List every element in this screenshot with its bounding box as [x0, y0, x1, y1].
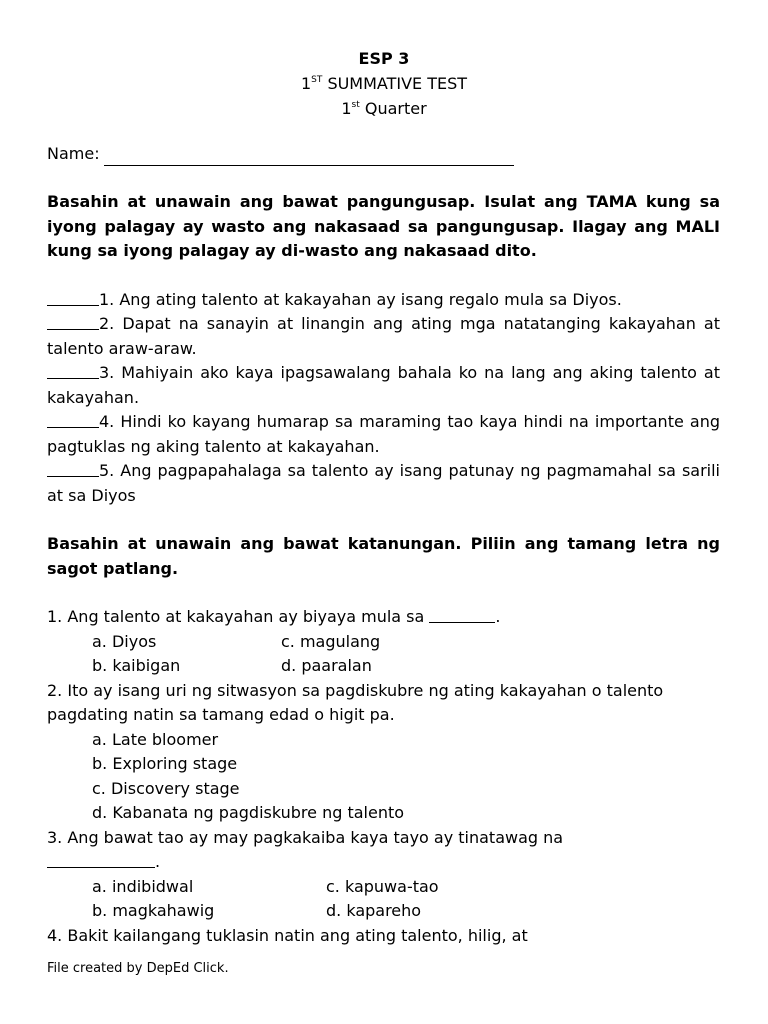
option-b[interactable]: b. magkahawig	[92, 901, 215, 920]
tf-text: Dapat na sanayin at linangin ang ating mga natatanging kakayahan at talento araw-araw.	[47, 314, 720, 358]
quarter-ordinal-suffix: st	[351, 100, 360, 110]
tf-number: 3.	[99, 363, 115, 382]
quarter-label: Quarter	[364, 99, 427, 118]
test-label: SUMMATIVE TEST	[327, 74, 468, 93]
option-a[interactable]: a. Late bloomer	[92, 729, 219, 749]
name-label: Name:	[47, 143, 100, 163]
option-a[interactable]: a. Diyos	[92, 631, 157, 651]
option-d[interactable]: d. Kabanata ng pagdiskubre ng talento	[92, 803, 405, 822]
tf-text: Ang pagpapahalaga sa talento ay isang patunay ng pagmamahal sa sarili at sa Diyos	[47, 461, 721, 505]
option-d[interactable]: d. paaralan	[281, 656, 372, 675]
tf-number: 5.	[99, 461, 115, 480]
answer-blank[interactable]	[47, 411, 99, 428]
test-ordinal-suffix: ST	[311, 75, 323, 85]
tf-text: Mahiyain ako kaya ipagsawalang bahala ko na lang ang aking talento at kakayahan.	[47, 363, 721, 407]
instructions-true-false: Basahin at unawain ang bawat pangungusap. Isulat ang TAMA kung sa iyong palagay ay wasto ang nakasaad sa pangungusap. Ilagay ang MALI kung sa iyong palagay ay di-wasto ang nakasaad dito.	[47, 192, 720, 260]
test-body	[47, 142, 720, 948]
subject-title: ESP 3	[358, 49, 410, 68]
option-b[interactable]: b. Exploring stage	[92, 754, 238, 773]
option-c[interactable]: c. magulang	[281, 631, 381, 651]
option-b[interactable]: b. kaibigan	[92, 656, 181, 675]
option-row	[92, 875, 720, 900]
tf-number: 4.	[99, 412, 115, 431]
instructions-multiple-choice: Basahin at unawain ang bawat katanungan. Piliin ang tamang letra ng sagot patlang.	[47, 534, 720, 578]
footer-credit: File created by DepEd Click.	[47, 961, 229, 976]
option-d[interactable]: d. kapareho	[326, 901, 422, 920]
tf-item	[47, 288, 720, 313]
name-blank[interactable]	[104, 147, 514, 166]
answer-blank[interactable]	[47, 460, 99, 477]
question-end: .	[155, 852, 161, 871]
option-a[interactable]: a. indibidwal	[92, 876, 194, 896]
name-field	[47, 142, 720, 166]
answer-blank[interactable]	[47, 289, 99, 306]
question-2: 2. Ito ay isang uri ng sitwasyon sa pagdiskubre ng ating kakayahan o talento pagdating natin sa tamang edad o higit pa.	[47, 680, 664, 724]
answer-blank[interactable]	[47, 313, 99, 330]
test-header	[0, 46, 768, 121]
multiple-choice-list	[47, 605, 720, 948]
tf-item	[47, 410, 720, 459]
quarter-ordinal: 1	[341, 99, 352, 118]
answer-blank[interactable]	[47, 851, 155, 868]
question-2-options	[47, 728, 720, 826]
tf-item	[47, 312, 720, 361]
answer-blank[interactable]	[47, 362, 99, 379]
question-end: .	[495, 607, 501, 626]
question-3-options	[47, 875, 720, 924]
true-false-list	[47, 288, 720, 509]
question-1-options	[47, 630, 720, 679]
tf-number: 1.	[99, 289, 115, 309]
tf-text: Hindi ko kayang humarap sa maraming tao kaya hindi na importante ang pagtuklas ng aking talento at kakayahan.	[47, 412, 721, 456]
option-row	[92, 899, 720, 924]
question-text: 1. Ang talento at kakayahan ay biyaya mula sa	[47, 607, 425, 626]
question-3-answer-line	[47, 850, 720, 875]
question-text: 3. Ang bawat tao ay may pagkakaiba kaya tayo ay tinatawag na	[47, 827, 564, 847]
test-ordinal: 1	[300, 74, 312, 93]
question-4: 4. Bakit kailangang tuklasin natin ang ating talento, hilig, at	[47, 925, 528, 945]
quarter-title	[0, 96, 768, 121]
option-c[interactable]: c. kapuwa-tao	[326, 876, 439, 896]
option-c[interactable]: c. Discovery stage	[92, 778, 240, 798]
option-row	[92, 630, 720, 655]
answer-blank[interactable]	[429, 606, 495, 623]
tf-number: 2.	[99, 314, 115, 333]
tf-item	[47, 361, 720, 410]
test-title	[0, 71, 768, 96]
tf-text: Ang ating talento at kakayahan ay isang regalo mula sa Diyos.	[119, 289, 622, 309]
tf-item	[47, 459, 720, 508]
question-3	[47, 826, 720, 875]
question-1	[47, 605, 720, 630]
option-row	[92, 654, 720, 679]
